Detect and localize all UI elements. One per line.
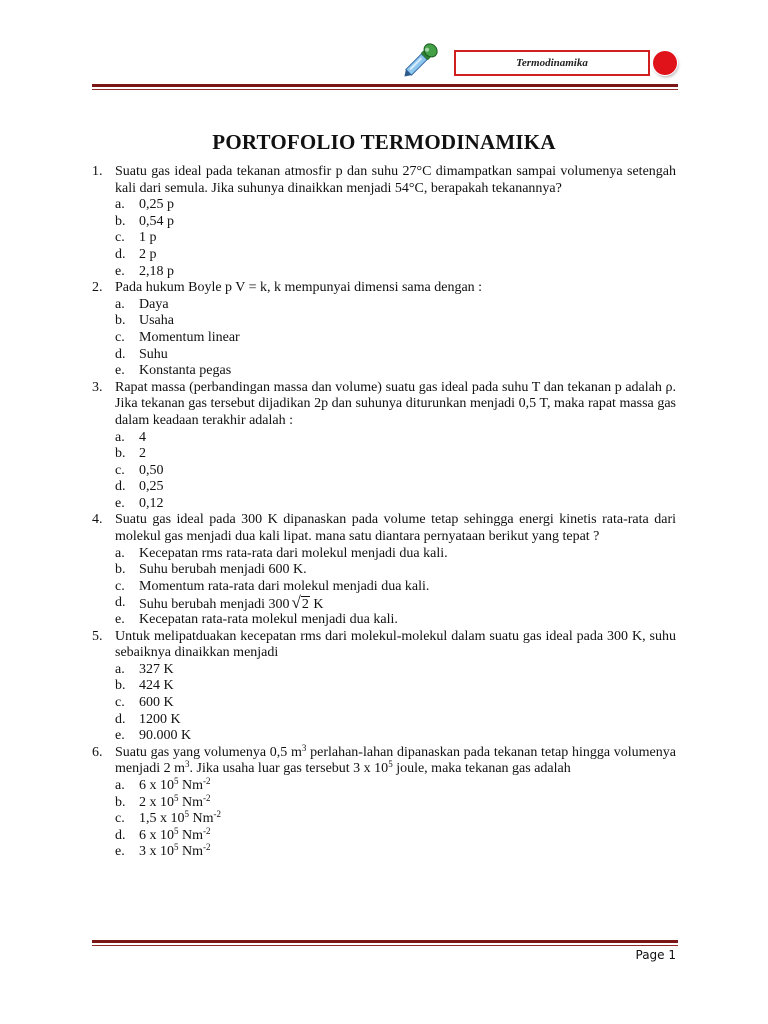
question-item <box>92 629 676 745</box>
question-item <box>92 742 676 861</box>
footer-rule-thin <box>92 945 678 946</box>
superscript: -2 <box>203 792 211 803</box>
option-text: 0,25 <box>139 479 164 495</box>
superscript: 3 <box>301 742 307 753</box>
question-item <box>92 280 676 380</box>
option-text: 0,12 <box>139 495 164 511</box>
answer-option <box>115 197 676 214</box>
question-list <box>92 164 676 861</box>
option-text: Suhu berubah menjadi 300 √2 K <box>139 593 324 613</box>
header-rule <box>92 84 678 87</box>
superscript: 5 <box>174 775 179 786</box>
option-text: Momentum rata-rata dari molekul menjadi dua kali. <box>139 578 430 594</box>
option-letter: c. <box>115 578 125 594</box>
answer-option <box>115 612 676 629</box>
question-number: 4. <box>92 512 103 528</box>
option-letter: c. <box>115 811 125 827</box>
option-letter: c. <box>115 230 125 246</box>
answer-option <box>115 562 676 579</box>
option-text: 0,25 p <box>139 197 174 213</box>
question-item <box>92 512 676 628</box>
option-text: Suhu berubah menjadi 600 K. <box>139 562 307 578</box>
header-title: Termodinamika <box>516 57 588 69</box>
option-text: Konstanta pegas <box>139 363 232 379</box>
answer-option <box>115 247 676 264</box>
superscript: -2 <box>213 809 221 820</box>
option-text: 1 p <box>139 230 157 246</box>
header-rule-thin <box>92 89 678 90</box>
answer-option <box>115 347 676 364</box>
option-letter: d. <box>115 595 126 611</box>
superscript: 5 <box>174 792 179 803</box>
option-text: 2 x $10^5$ $Nm^{-2}$ <box>139 792 211 810</box>
option-text: 424 K <box>139 678 174 694</box>
question-text: Untuk melipatduakan kecepatan rms dari molekul-molekul dalam suatu gas ideal pada 300 K, suhu sebaiknya dinaikkan menjadi <box>115 628 676 661</box>
answer-option <box>115 595 676 612</box>
page-title: PORTOFOLIO TERMODINAMIKA <box>212 130 556 154</box>
answer-option <box>115 695 676 712</box>
pen-icon <box>398 40 442 82</box>
option-list <box>115 197 676 280</box>
question-text: Rapat massa (perbandingan massa dan volume) suatu gas ideal pada suhu T dan tekanan p adalah ρ. Jika tekanan gas tersebut dijadikan 2p dan suhunya diturunkan menjadi 0,5 T, maka rapat massa gas dalam keadaan terakhir adalah : <box>115 379 676 428</box>
option-text: 3 x $10^5$ $Nm^{-2}$ <box>139 842 211 860</box>
option-letter: c. <box>115 329 125 345</box>
question-number: 6. <box>92 744 103 760</box>
superscript: 5 <box>174 842 179 853</box>
option-text: 0,54 p <box>139 213 174 229</box>
answer-option <box>115 313 676 330</box>
sqrt-icon: √ <box>291 593 301 613</box>
answer-option <box>115 678 676 695</box>
option-letter: b. <box>115 678 126 694</box>
option-text: Usaha <box>139 313 174 329</box>
option-letter: d. <box>115 246 126 262</box>
answer-option <box>115 214 676 231</box>
option-letter: e. <box>115 363 125 379</box>
option-letter: a. <box>115 545 125 561</box>
answer-option <box>115 579 676 596</box>
answer-option <box>115 546 676 563</box>
option-letter: a. <box>115 296 125 312</box>
question-number: 2. <box>92 280 103 296</box>
option-text: 1200 K <box>139 711 181 727</box>
question-number: 3. <box>92 379 103 395</box>
option-letter: e. <box>115 495 125 511</box>
superscript: -2 <box>203 775 211 786</box>
option-letter: a. <box>115 777 125 793</box>
answer-option <box>115 662 676 679</box>
option-letter: d. <box>115 346 126 362</box>
answer-option <box>115 479 676 496</box>
option-text: Daya <box>139 296 169 312</box>
option-list <box>115 546 676 629</box>
option-letter: b. <box>115 446 126 462</box>
option-text: 600 K <box>139 695 174 710</box>
answer-option <box>115 775 676 795</box>
option-letter: e. <box>115 263 125 279</box>
option-list <box>115 297 676 380</box>
option-letter: a. <box>115 661 125 677</box>
option-text: 1,5 x $10^5$ $Nm^{-2}$ <box>139 809 221 827</box>
option-letter: a. <box>115 197 125 213</box>
answer-option <box>115 844 676 861</box>
option-list <box>115 662 676 745</box>
option-letter: e. <box>115 612 125 628</box>
answer-option <box>115 363 676 380</box>
superscript: -2 <box>203 825 211 836</box>
option-text: Momentum linear <box>139 329 240 345</box>
answer-option <box>115 430 676 447</box>
option-text: 2,18 p <box>139 263 174 279</box>
option-letter: e. <box>115 844 125 860</box>
option-letter: a. <box>115 429 125 445</box>
answer-option <box>115 297 676 314</box>
answer-option <box>115 728 676 745</box>
option-letter: c. <box>115 695 125 710</box>
option-text: Suhu <box>139 346 168 362</box>
option-text: Kecepatan rata-rata molekul menjadi dua kali. <box>139 612 398 628</box>
answer-option <box>115 496 676 513</box>
option-text: 90.000 K <box>139 728 192 744</box>
option-list <box>115 775 676 861</box>
page-number: Page 1 <box>635 948 676 962</box>
question-number: 1. <box>92 164 103 179</box>
answer-option <box>115 330 676 347</box>
answer-option <box>115 264 676 281</box>
question-text: Pada hukum Boyle p V = k, k mempunyai dimensi sama dengan : <box>115 280 483 296</box>
question-number: 5. <box>92 628 103 644</box>
answer-option <box>115 811 676 828</box>
option-letter: b. <box>115 313 126 329</box>
question-item <box>92 380 676 513</box>
option-text: 2 <box>139 446 146 462</box>
option-letter: e. <box>115 728 125 744</box>
superscript: 3 <box>185 759 190 770</box>
option-letter: b. <box>115 213 126 229</box>
question-text: Suatu gas ideal pada tekanan atmosfir p dan suhu 27°C dimampatkan sampai volumenya setengah kali dari semula. Jika suhunya dinaikkan menjadi 54°C, berapakah tekanannya? <box>115 164 676 196</box>
question-text: Suatu gas yang volumenya 0,5 $m^3$ perlahan-lahan dipanaskan pada tekanan tetap hingga volumenya menjadi 2 $m^3$. Jika usaha luar gas tersebut 3 x $10^5$ joule, maka tekanan gas adalah <box>115 742 676 777</box>
question-text: Suatu gas ideal pada 300 K dipanaskan pada volume tetap sehingga energi kinetis rata-rata dari molekul gas menjadi dua kali lipat. mana satu diantara pernyataan berikut yang tepat ? <box>115 512 676 545</box>
superscript: 5 <box>174 825 179 836</box>
answer-option <box>115 446 676 463</box>
option-text: 327 K <box>139 661 174 677</box>
header-title-box <box>454 50 650 76</box>
option-letter: b. <box>115 794 126 810</box>
option-letter: c. <box>115 462 125 478</box>
option-text: 0,50 <box>139 462 164 478</box>
superscript: -2 <box>203 842 211 853</box>
option-letter: d. <box>115 711 126 727</box>
footer-rule <box>92 940 678 943</box>
page-header <box>0 0 768 100</box>
option-letter: d. <box>115 827 126 843</box>
superscript: 5 <box>184 809 189 820</box>
option-text: 2 p <box>139 246 157 262</box>
sqrt-argument: 2 <box>301 597 309 613</box>
question-item <box>92 164 676 280</box>
option-letter: b. <box>115 562 126 578</box>
red-dot-icon <box>653 51 677 75</box>
option-list <box>115 430 676 513</box>
answer-option <box>115 825 676 845</box>
superscript: 5 <box>388 759 393 770</box>
answer-option <box>115 230 676 247</box>
answer-option <box>115 792 676 812</box>
option-text: 6 x $10^5$ $Nm^{-2}$ <box>139 775 211 793</box>
option-text: Kecepatan rms rata-rata dari molekul menjadi dua kali. <box>139 545 448 561</box>
option-letter: d. <box>115 479 126 495</box>
answer-option <box>115 463 676 480</box>
answer-option <box>115 712 676 729</box>
option-text: 6 x $10^5$ $Nm^{-2}$ <box>139 825 211 843</box>
option-text: 4 <box>139 429 146 445</box>
